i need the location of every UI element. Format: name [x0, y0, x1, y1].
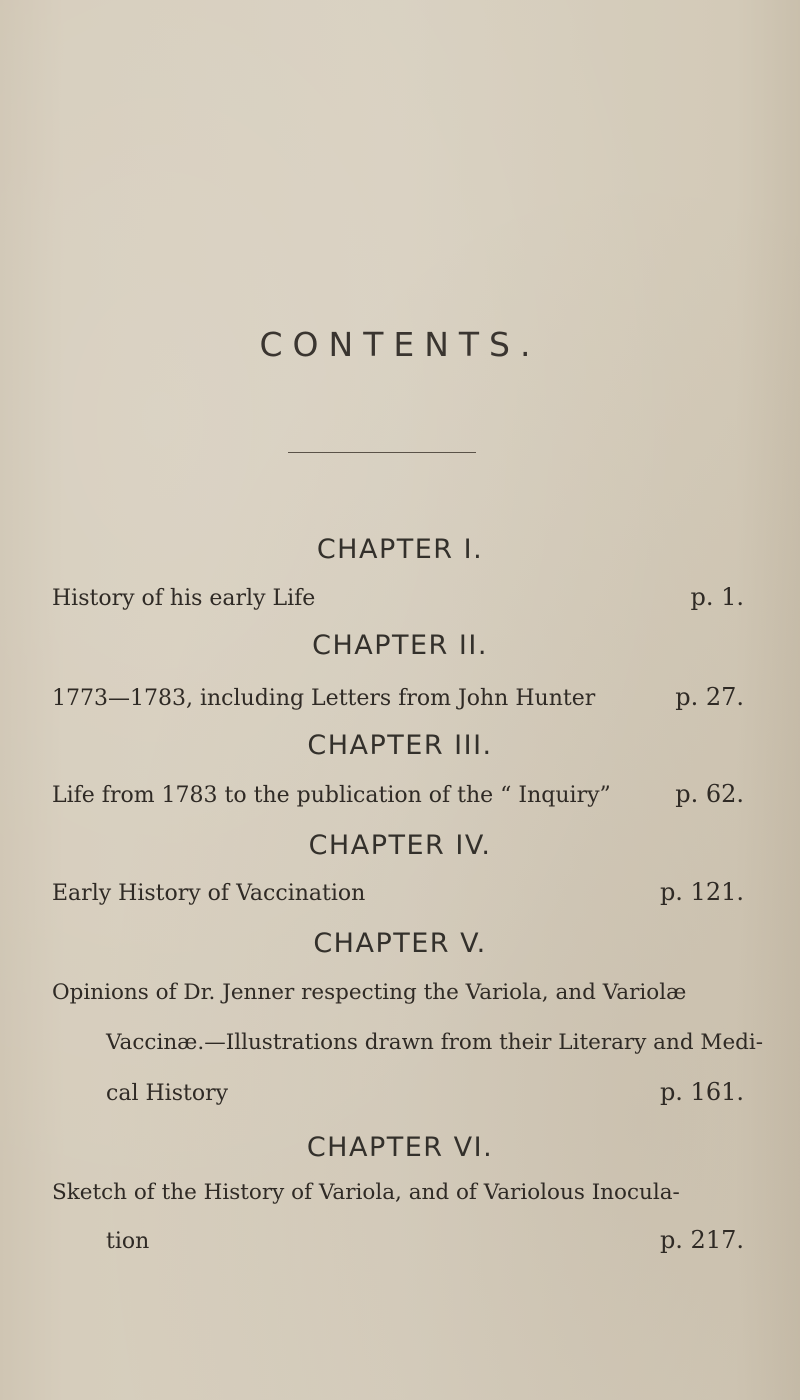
chapter-5-entry-end — [106, 1078, 752, 1106]
heading-rule — [288, 452, 476, 453]
chapter-5-title-line-2: Vaccinæ.—Illustrations drawn from their Literary and Medi- — [106, 1030, 764, 1055]
chapter-3-title: Life from 1783 to the publication of the “ Inquiry” — [52, 783, 611, 808]
chapter-2-title: 1773—1783, including Letters from John Hunter — [52, 686, 596, 711]
chapter-1-entry — [52, 583, 752, 611]
chapter-5-title-line-1: Opinions of Dr. Jenner respecting the Variola, and Variolæ — [52, 980, 687, 1005]
chapter-4-heading: CHAPTER IV. — [308, 830, 492, 861]
chapter-6-page: p. 217. — [659, 1226, 744, 1254]
chapter-4-title: Early History of Vaccination — [52, 881, 366, 906]
chapter-5-heading: CHAPTER V. — [313, 928, 487, 959]
chapter-2-entry — [52, 683, 752, 711]
chapter-6-entry-end — [106, 1226, 752, 1254]
contents-heading: CONTENTS. — [259, 325, 541, 364]
chapter-4-page: p. 121. — [659, 878, 744, 906]
chapter-1-page: p. 1. — [690, 583, 744, 611]
chapter-4-entry — [52, 878, 752, 906]
chapter-5-page: p. 161. — [659, 1078, 744, 1106]
chapter-5-title-line-3: cal History — [106, 1081, 229, 1106]
chapter-6-title-line-1: Sketch of the History of Variola, and of Variolous Inocula- — [52, 1180, 680, 1205]
chapter-6-heading: CHAPTER VI. — [306, 1132, 494, 1163]
chapter-1-heading: CHAPTER I. — [316, 534, 484, 565]
chapter-3-page: p. 62. — [675, 780, 744, 808]
chapter-6-title-line-2: tion — [106, 1229, 150, 1254]
chapter-1-title: History of his early Life — [52, 586, 316, 611]
chapter-3-entry — [52, 780, 752, 808]
chapter-2-page: p. 27. — [675, 683, 744, 711]
chapter-3-heading: CHAPTER III. — [307, 730, 493, 761]
chapter-2-heading: CHAPTER II. — [312, 630, 488, 661]
